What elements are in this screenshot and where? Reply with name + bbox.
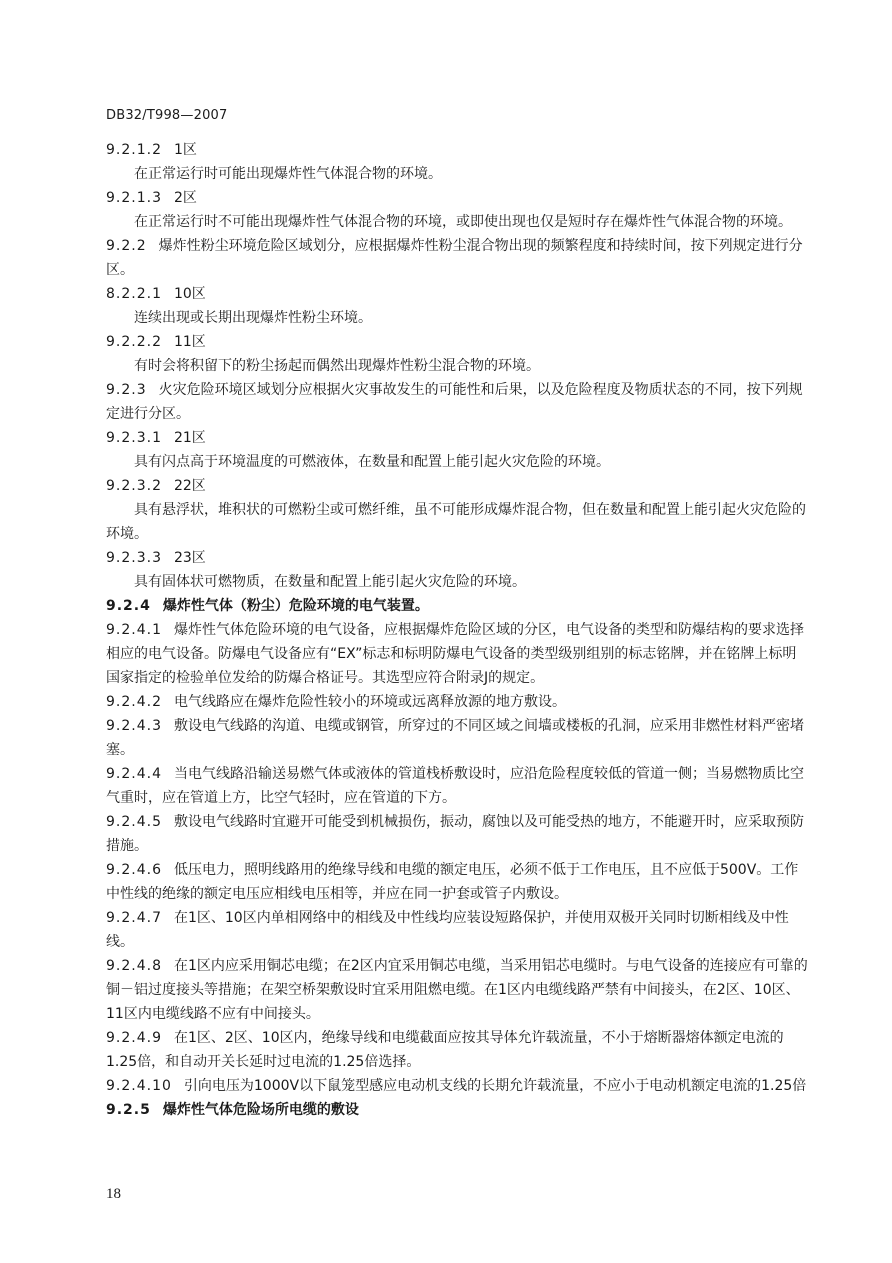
clause-title: 21区 xyxy=(173,430,206,446)
clause-text: 火灾危险环境区域划分应根据火灾事故发生的可能性和后果，以及危险程度及物质状态的不同，按下列规定进行分区。 xyxy=(106,382,803,422)
clause-entry xyxy=(106,690,810,714)
clause-heading xyxy=(106,546,810,570)
clause-heading xyxy=(106,474,810,498)
clause-number: 9.2.3.1 xyxy=(106,430,162,446)
clause-entry xyxy=(106,714,810,762)
clause-number: 9.2.4.2 xyxy=(106,694,162,710)
clause-number: 9.2.5 xyxy=(106,1102,151,1118)
page-number: 18 xyxy=(106,1186,121,1202)
clause-number: 8.2.2.1 xyxy=(106,286,162,302)
clause-text: 在1区、2区、10区内，绝缘导线和电缆截面应按其导体允许载流量，不小于熔断器熔体额定电流的1.25倍，和自动开关长延时过电流的1.25倍选择。 xyxy=(106,1030,784,1070)
clause-paragraph: 在正常运行时可能出现爆炸性气体混合物的环境。 xyxy=(134,166,442,182)
document-body xyxy=(106,138,810,1122)
clause-title: 1区 xyxy=(173,142,197,158)
clause-heading xyxy=(106,426,810,450)
clause-entry xyxy=(106,954,810,1026)
clause-text: 敷设电气线路的沟道、电缆或钢管，所穿过的不同区域之间墙或楼板的孔洞，应采用非燃性材料严密堵塞。 xyxy=(106,718,804,758)
clause-number: 9.2.2.2 xyxy=(106,334,162,350)
clause-entry xyxy=(106,1026,810,1074)
clause-entry xyxy=(106,762,810,810)
clause-paragraph: 具有悬浮状，堆积状的可燃粉尘或可燃纤维，虽不可能形成爆炸混合物，但在数量和配置上能引起火灾危险的环境。 xyxy=(106,502,806,542)
clause-text: 低压电力，照明线路用的绝缘导线和电缆的额定电压，必须不低于工作电压，且不应低于500V。工作中性线的绝缘的额定电压应相线电压相等，并应在同一护套或管子内敷设。 xyxy=(106,862,799,902)
clause-title: 11区 xyxy=(173,334,206,350)
clause-number: 9.2.4.6 xyxy=(106,862,162,878)
clause-entry xyxy=(106,378,810,426)
clause-text: 敷设电气线路时宜避开可能受到机械损伤，振动，腐蚀以及可能受热的地方，不能避开时，应采取预防措施。 xyxy=(106,814,804,854)
clause-number: 9.2.2 xyxy=(106,238,147,254)
clause-entry xyxy=(106,618,810,690)
clause-text: 引向电压为1000V以下鼠笼型感应电动机支线的长期允许载流量，不应小于电动机额定电流的1.25倍 xyxy=(183,1078,807,1094)
clause-number: 9.2.4.1 xyxy=(106,622,162,638)
section-heading xyxy=(106,1098,810,1122)
clause-entry xyxy=(106,906,810,954)
clause-title: 2区 xyxy=(173,190,197,206)
section-heading xyxy=(106,594,810,618)
section-title: 爆炸性气体危险场所电缆的敷设 xyxy=(162,1102,359,1118)
clause-entry xyxy=(106,1074,810,1098)
clause-number: 9.2.4.8 xyxy=(106,958,162,974)
clause-number: 9.2.4.3 xyxy=(106,718,162,734)
clause-number: 9.2.4.7 xyxy=(106,910,162,926)
clause-number: 9.2.3 xyxy=(106,382,147,398)
clause-number: 9.2.1.2 xyxy=(106,142,162,158)
clause-entry xyxy=(106,858,810,906)
clause-title: 10区 xyxy=(173,286,206,302)
clause-text: 在1区、10区内单相网络中的相线及中性线均应装设短路保护，并使用双极开关同时切断相线及中性线。 xyxy=(106,910,789,950)
clause-heading xyxy=(106,330,810,354)
clause-number: 9.2.3.3 xyxy=(106,550,162,566)
clause-number: 9.2.4 xyxy=(106,598,151,614)
clause-paragraph: 具有闪点高于环境温度的可燃液体，在数量和配置上能引起火灾危险的环境。 xyxy=(134,454,610,470)
clause-paragraph: 连续出现或长期出现爆炸性粉尘环境。 xyxy=(134,310,372,326)
clause-title: 22区 xyxy=(173,478,206,494)
clause-heading xyxy=(106,138,810,162)
clause-paragraph: 有时会将积留下的粉尘扬起而偶然出现爆炸性粉尘混合物的环境。 xyxy=(134,358,540,374)
clause-number: 9.2.1.3 xyxy=(106,190,162,206)
clause-entry xyxy=(106,234,810,282)
clause-text: 爆炸性气体危险环境的电气设备，应根据爆炸危险区域的分区，电气设备的类型和防爆结构的要求选择相应的电气设备。防爆电气设备应有“EX”标志和标明防爆电气设备的类型级别组别的标志铭牌，并在铭牌上标明国家指定的检验单位发给的防爆合格证号。其选型应符合附录J的规定。 xyxy=(106,622,804,686)
clause-number: 9.2.4.5 xyxy=(106,814,162,830)
clause-title: 23区 xyxy=(173,550,206,566)
section-title: 爆炸性气体（粉尘）危险环境的电气装置。 xyxy=(162,598,429,614)
clause-number: 9.2.4.4 xyxy=(106,766,162,782)
clause-text: 电气线路应在爆炸危险性较小的环境或远离释放源的地方敷设。 xyxy=(173,694,566,710)
clause-number: 9.2.4.9 xyxy=(106,1030,162,1046)
clause-text: 爆炸性粉尘环境危险区域划分，应根据爆炸性粉尘混合物出现的频繁程度和持续时间，按下列规定进行分区。 xyxy=(106,238,803,278)
clause-number: 9.2.3.2 xyxy=(106,478,162,494)
clause-number: 9.2.4.10 xyxy=(106,1078,172,1094)
clause-paragraph: 具有固体状可燃物质，在数量和配置上能引起火灾危险的环境。 xyxy=(134,574,526,590)
clause-heading xyxy=(106,186,810,210)
clause-paragraph: 在正常运行时不可能出现爆炸性气体混合物的环境，或即使出现也仅是短时存在爆炸性气体混合物的环境。 xyxy=(134,214,792,230)
clause-heading xyxy=(106,282,810,306)
clause-text: 在1区内应采用铜芯电缆；在2区内宜采用铜芯电缆，当采用铝芯电缆时。与电气设备的连接应有可靠的铜－铝过度接头等措施；在架空桥架敷设时宜采用阻燃电缆。在1区内电缆线路严禁有中间接头，在2区、10区、11区内电缆线路不应有中间接头。 xyxy=(106,958,808,1022)
clause-entry xyxy=(106,810,810,858)
document-code: DB32/T998—2007 xyxy=(106,108,228,123)
clause-text: 当电气线路沿输送易燃气体或液体的管道栈桥敷设时，应沿危险程度较低的管道一侧；当易燃物质比空气重时，应在管道上方，比空气轻时，应在管道的下方。 xyxy=(106,766,804,806)
